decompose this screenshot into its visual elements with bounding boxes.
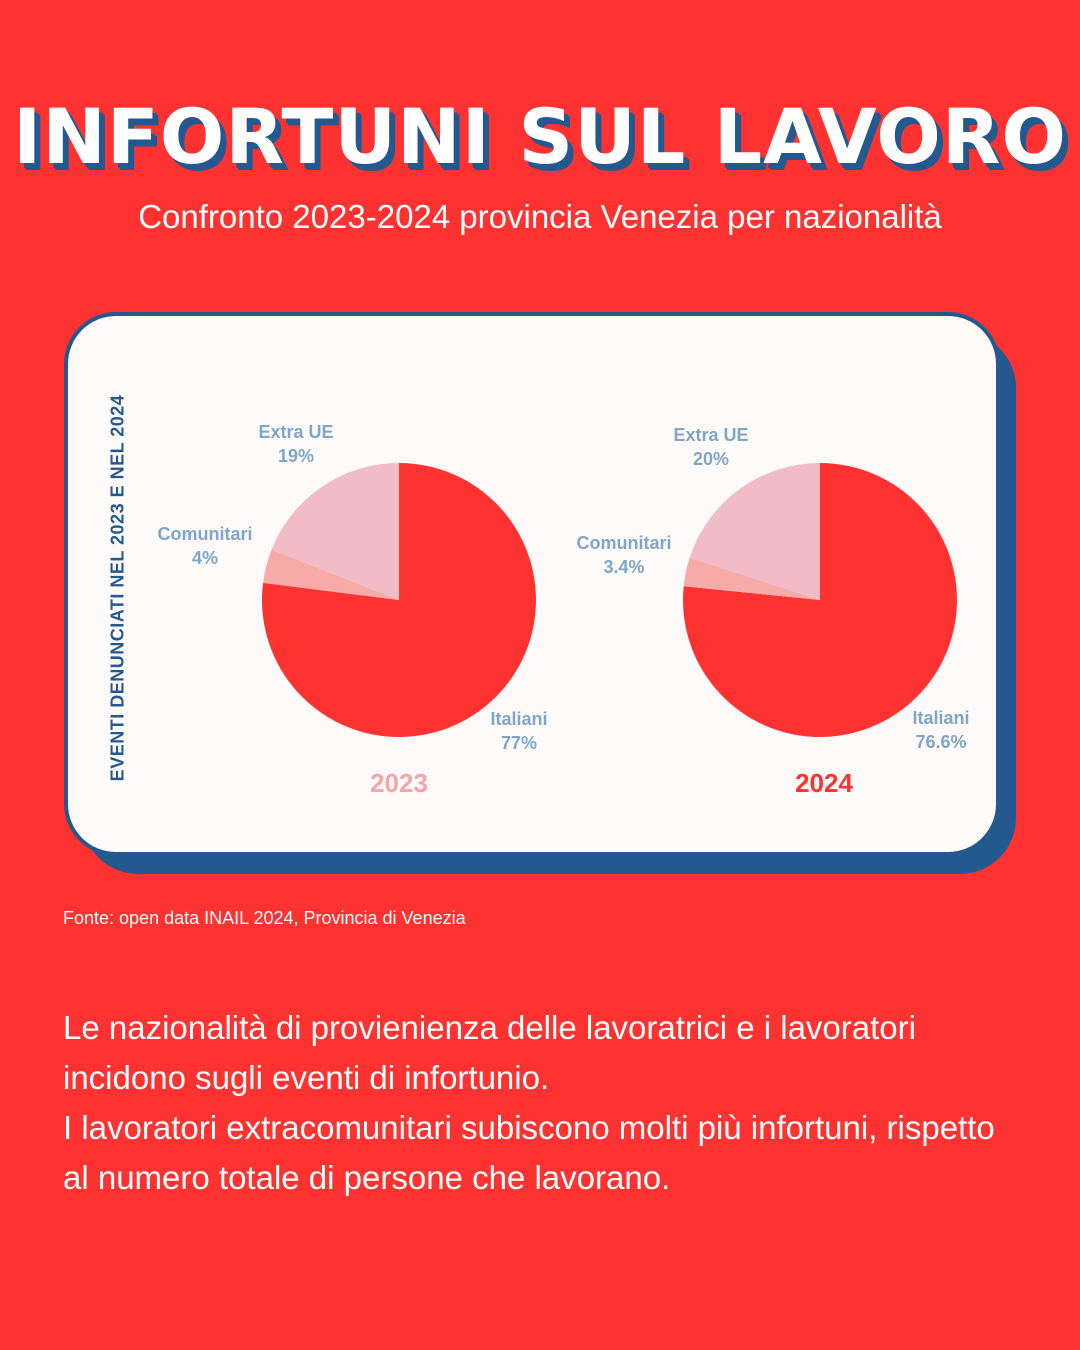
pie-2024-label-italiani: Italiani — [912, 708, 970, 728]
body-text — [63, 1003, 1023, 1203]
pie-2023-label-extra-ue: Extra UE — [258, 422, 334, 442]
page-subtitle: Confronto 2023-2024 provincia Venezia per nazionalità — [138, 198, 942, 235]
pie-2024-value-comunitari: 3.4% — [603, 557, 645, 577]
body-paragraph-1: Le nazionalità di provienienza delle lavoratrici e i lavoratori incidono sugli eventi di infortunio. — [63, 1009, 916, 1096]
pie-2023-value-comunitari: 4% — [191, 548, 219, 568]
pie-2024-title: 2024 — [795, 768, 853, 798]
pie-2023-value-italiani: 77% — [500, 733, 538, 753]
pie-2024-value-extra-ue: 20% — [692, 449, 730, 469]
body-paragraph-2: I lavoratori extracomunitari subiscono molti più infortuni, rispetto al numero totale di persone che lavorano. — [63, 1109, 995, 1196]
page-title: INFORTUNI SUL LAVORO — [12, 92, 1068, 181]
pie-2024-value-italiani: 76.6% — [915, 732, 967, 752]
pie-2023-value-extra-ue: 19% — [277, 446, 315, 466]
pie-2023-label-italiani: Italiani — [490, 709, 548, 729]
vertical-axis-label-text: EVENTI DENUNCIATI NEL 2023 E NEL 2024 — [107, 394, 128, 782]
source-note: Fonte: open data INAIL 2024, Provincia di Venezia — [63, 908, 466, 928]
pie-2023-title: 2023 — [370, 768, 428, 798]
pie-2024-label-comunitari: Comunitari — [576, 533, 672, 553]
pie-2024-label-extra-ue: Extra UE — [673, 425, 749, 445]
pie-2023-label-comunitari: Comunitari — [157, 524, 253, 544]
